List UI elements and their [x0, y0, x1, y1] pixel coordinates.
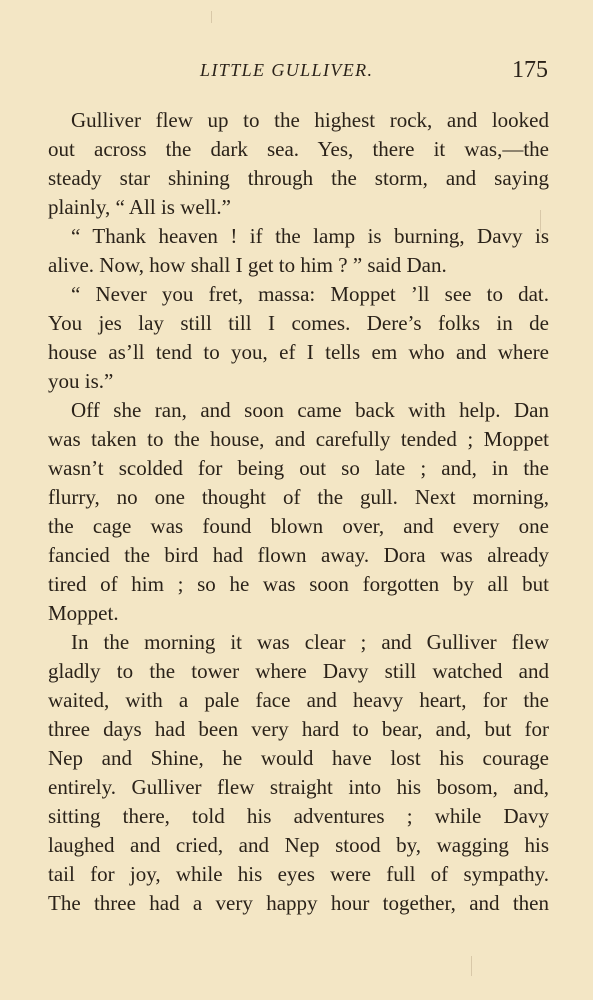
text-line: alive. Now, how shall I get to him ? ” said Dan.: [48, 253, 447, 277]
text-line: Moppet.: [48, 601, 119, 625]
text-line: “ Never you fret, massa: Moppet ’ll see to dat.: [71, 282, 549, 306]
text-line: entirely. Gulliver flew straight into his bosom, and,: [48, 775, 549, 799]
text-line: “ Thank heaven ! if the lamp is burning, Davy is: [71, 224, 549, 248]
text-line: tired of him ; so he was soon forgotten by all but: [48, 572, 549, 596]
text-line: gladly to the tower where Davy still watched and: [48, 659, 549, 683]
text-line: Off she ran, and soon came back with help. Dan: [71, 398, 549, 422]
text-line: house as’ll tend to you, ef I tells em who and where: [48, 340, 549, 364]
text-line: plainly, “ All is well.”: [48, 195, 231, 219]
text-line: tail for joy, while his eyes were full of sympathy.: [48, 862, 549, 886]
text-line: fancied the bird had flown away. Dora was already: [48, 543, 549, 567]
text-line: You jes lay still till I comes. Dere’s folks in de: [48, 311, 549, 335]
page-number: 175: [512, 57, 548, 83]
scan-mark: [471, 956, 472, 976]
text-line: Gulliver flew up to the highest rock, and looked: [71, 108, 549, 132]
text-line: three days had been very hard to bear, and, but for: [48, 717, 549, 741]
scan-mark: [211, 11, 212, 23]
text-line: waited, with a pale face and heavy heart, for the: [48, 688, 549, 712]
text-line: out across the dark sea. Yes, there it was,—the: [48, 137, 549, 161]
text-line: flurry, no one thought of the gull. Next morning,: [48, 485, 549, 509]
running-head: [48, 58, 548, 88]
text-line: sitting there, told his adventures ; while Davy: [48, 804, 549, 828]
text-line: the cage was found blown over, and every one: [48, 514, 549, 538]
text-line: laughed and cried, and Nep stood by, wagging his: [48, 833, 549, 857]
text-line: wasn’t scolded for being out so late ; and, in the: [48, 456, 549, 480]
text-line: was taken to the house, and carefully tended ; Moppet: [48, 427, 549, 451]
text-line: The three had a very happy hour together, and then: [48, 891, 549, 915]
text-line: you is.”: [48, 369, 114, 393]
body-text: [48, 106, 549, 918]
running-title: LITTLE GULLIVER.: [200, 60, 374, 80]
text-line: Nep and Shine, he would have lost his courage: [48, 746, 549, 770]
text-line: In the morning it was clear ; and Gulliver flew: [71, 630, 549, 654]
text-line: steady star shining through the storm, and saying: [48, 166, 549, 190]
